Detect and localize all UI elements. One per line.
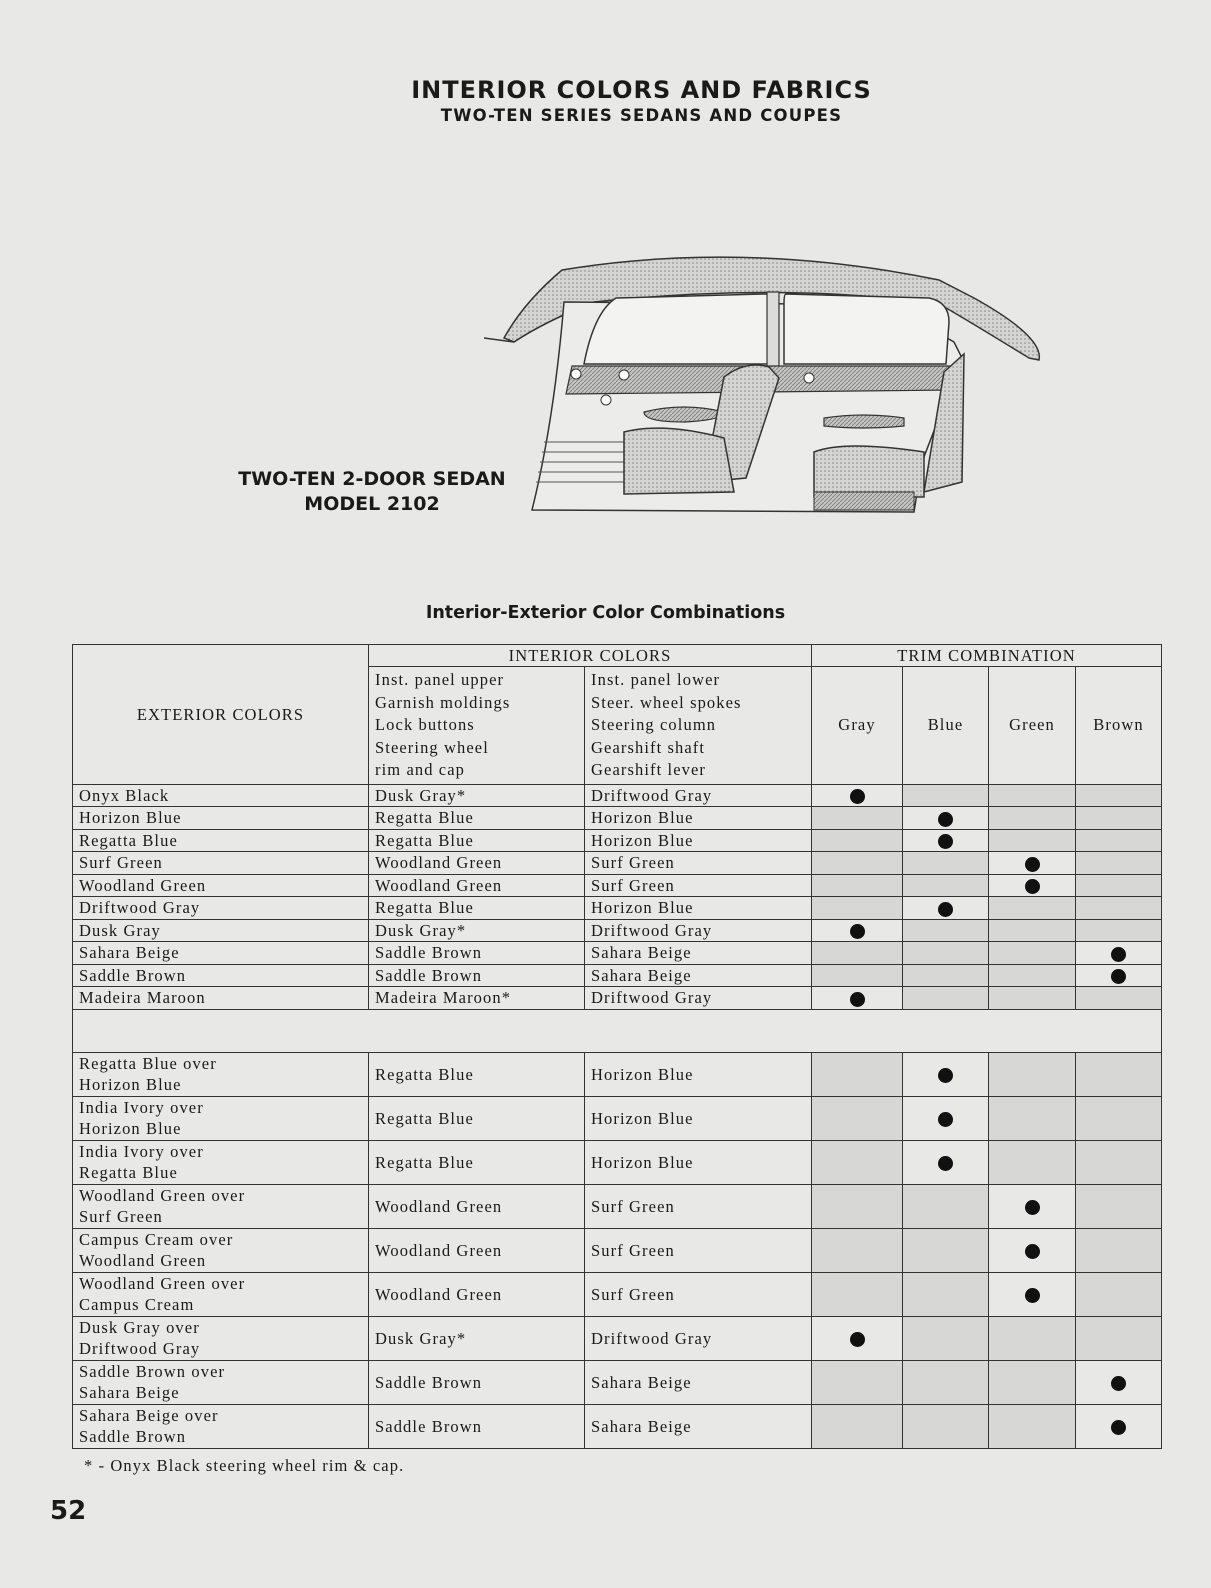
exterior-color-cell: Regatta Blue	[73, 829, 369, 852]
interior-upper-cell: Saddle Brown	[369, 942, 585, 965]
trim-dot-icon	[938, 1156, 953, 1171]
trim-cell	[903, 987, 989, 1010]
exterior-color-bottom: Driftwood Gray	[79, 1339, 201, 1358]
upper-header-line: Lock buttons	[375, 715, 475, 734]
trim-dot-icon	[850, 1332, 865, 1347]
interior-lower-cell: Surf Green	[585, 1228, 812, 1272]
spacer-cell	[73, 1009, 1162, 1052]
interior-lower-cell: Sahara Beige	[585, 1404, 812, 1448]
interior-lower-cell: Driftwood Gray	[585, 1316, 812, 1360]
trim-cell	[903, 807, 989, 830]
trim-dot-icon	[1111, 947, 1126, 962]
trim-dot-icon	[1025, 1200, 1040, 1215]
interior-upper-cell: Dusk Gray*	[369, 784, 585, 807]
exterior-color-cell	[73, 1184, 369, 1228]
trim-cell	[1076, 897, 1162, 920]
interior-upper-cell: Woodland Green	[369, 1228, 585, 1272]
car-interior-illustration	[484, 242, 1064, 522]
interior-upper-cell: Madeira Maroon*	[369, 987, 585, 1010]
interior-upper-cell: Saddle Brown	[369, 964, 585, 987]
interior-lower-cell: Surf Green	[585, 1184, 812, 1228]
table-spacer	[73, 1009, 1162, 1052]
trim-cell	[812, 897, 903, 920]
table-row	[73, 942, 1162, 965]
table-row	[73, 987, 1162, 1010]
page-number: 52	[50, 1496, 87, 1526]
trim-cell	[989, 1052, 1076, 1096]
trim-cell	[1076, 1228, 1162, 1272]
trim-cell	[812, 1360, 903, 1404]
exterior-color-bottom: Regatta Blue	[79, 1163, 178, 1182]
trim-cell	[812, 942, 903, 965]
interior-upper-cell: Regatta Blue	[369, 807, 585, 830]
exterior-color-cell	[73, 1272, 369, 1316]
table-row	[73, 852, 1162, 875]
trim-cell	[1076, 1316, 1162, 1360]
trim-cell	[989, 942, 1076, 965]
exterior-color-cell	[73, 1404, 369, 1448]
trim-cell	[812, 1316, 903, 1360]
interior-upper-cell: Woodland Green	[369, 852, 585, 875]
trim-cell	[989, 987, 1076, 1010]
interior-lower-cell: Surf Green	[585, 852, 812, 875]
interior-upper-header	[369, 667, 585, 785]
exterior-color-bottom: Surf Green	[79, 1207, 163, 1226]
trim-cell	[903, 1096, 989, 1140]
trim-cell	[903, 1184, 989, 1228]
trim-dot-icon	[1025, 857, 1040, 872]
exterior-color-top: Saddle Brown over	[79, 1362, 226, 1381]
lower-header-line: Inst. panel lower	[591, 670, 721, 689]
interior-upper-cell: Saddle Brown	[369, 1404, 585, 1448]
exterior-color-cell	[73, 1316, 369, 1360]
interior-lower-cell: Driftwood Gray	[585, 919, 812, 942]
trim-cell	[989, 1140, 1076, 1184]
trim-cell	[989, 897, 1076, 920]
interior-lower-cell: Horizon Blue	[585, 829, 812, 852]
illustration-caption-model: TWO-TEN 2-DOOR SEDAN	[238, 468, 506, 490]
trim-dot-icon	[1111, 969, 1126, 984]
interior-lower-cell: Surf Green	[585, 874, 812, 897]
exterior-color-top: Campus Cream over	[79, 1230, 234, 1249]
exterior-color-cell: Saddle Brown	[73, 964, 369, 987]
footnote: * - Onyx Black steering wheel rim & cap.	[84, 1456, 405, 1475]
table-row	[73, 1272, 1162, 1316]
two-tone-rows	[73, 1052, 1162, 1448]
trim-dot-icon	[850, 789, 865, 804]
trim-cell	[989, 964, 1076, 987]
exterior-color-cell: Horizon Blue	[73, 807, 369, 830]
trim-dot-icon	[938, 1068, 953, 1083]
illustration-caption-number: MODEL 2102	[304, 493, 440, 515]
trim-cell	[903, 1052, 989, 1096]
trim-cell	[812, 1272, 903, 1316]
table-title: Interior-Exterior Color Combinations	[425, 603, 786, 623]
trim-cell	[812, 829, 903, 852]
lower-header-line: Steering column	[591, 715, 717, 734]
trim-dot-icon	[938, 834, 953, 849]
trim-cell	[812, 1140, 903, 1184]
exterior-color-bottom: Woodland Green	[79, 1251, 207, 1270]
table-row	[73, 1316, 1162, 1360]
trim-cell	[812, 1228, 903, 1272]
exterior-color-top: India Ivory over	[79, 1142, 204, 1161]
trim-cell	[812, 1404, 903, 1448]
trim-cell	[1076, 964, 1162, 987]
upper-header-line: rim and cap	[375, 760, 465, 779]
trim-cell	[812, 852, 903, 875]
trim-cell	[812, 807, 903, 830]
interior-upper-cell: Regatta Blue	[369, 897, 585, 920]
table-row	[73, 919, 1162, 942]
trim-cell	[989, 1272, 1076, 1316]
trim-cell	[989, 784, 1076, 807]
table-row	[73, 1096, 1162, 1140]
trim-cell	[1076, 1140, 1162, 1184]
exterior-color-top: Sahara Beige over	[79, 1406, 219, 1425]
interior-upper-cell: Woodland Green	[369, 874, 585, 897]
trim-cell	[1076, 852, 1162, 875]
trim-cell	[903, 784, 989, 807]
trim-cell	[903, 1140, 989, 1184]
interior-upper-cell: Saddle Brown	[369, 1360, 585, 1404]
table-row	[73, 1140, 1162, 1184]
exterior-color-top: India Ivory over	[79, 1098, 204, 1117]
trim-cell	[989, 852, 1076, 875]
interior-colors-header: INTERIOR COLORS	[369, 645, 812, 667]
trim-cell	[1076, 919, 1162, 942]
exterior-color-cell: Sahara Beige	[73, 942, 369, 965]
trim-cell	[903, 897, 989, 920]
trim-green-header: Green	[989, 667, 1076, 785]
trim-cell	[989, 919, 1076, 942]
trim-cell	[903, 964, 989, 987]
table-row	[73, 807, 1162, 830]
trim-cell	[989, 807, 1076, 830]
trim-dot-icon	[1111, 1376, 1126, 1391]
trim-dot-icon	[1025, 1288, 1040, 1303]
color-combination-table	[72, 644, 1162, 1449]
trim-cell	[903, 852, 989, 875]
interior-lower-cell: Horizon Blue	[585, 1140, 812, 1184]
interior-lower-cell: Horizon Blue	[585, 807, 812, 830]
trim-brown-header: Brown	[1076, 667, 1162, 785]
table-row	[73, 1360, 1162, 1404]
trim-cell	[903, 1360, 989, 1404]
trim-cell	[903, 874, 989, 897]
interior-upper-cell: Regatta Blue	[369, 829, 585, 852]
interior-upper-cell: Woodland Green	[369, 1272, 585, 1316]
interior-lower-cell: Horizon Blue	[585, 1052, 812, 1096]
trim-cell	[903, 919, 989, 942]
trim-cell	[1076, 987, 1162, 1010]
exterior-color-bottom: Saddle Brown	[79, 1427, 187, 1446]
trim-cell	[903, 1272, 989, 1316]
interior-upper-cell: Regatta Blue	[369, 1052, 585, 1096]
trim-cell	[812, 784, 903, 807]
trim-dot-icon	[938, 1112, 953, 1127]
trim-dot-icon	[850, 924, 865, 939]
exterior-color-cell: Madeira Maroon	[73, 987, 369, 1010]
trim-cell	[989, 1228, 1076, 1272]
solid-color-rows	[73, 784, 1162, 1009]
exterior-color-bottom: Horizon Blue	[79, 1075, 182, 1094]
trim-cell	[903, 942, 989, 965]
trim-cell	[1076, 1184, 1162, 1228]
trim-cell	[1076, 942, 1162, 965]
upper-header-line: Inst. panel upper	[375, 670, 505, 689]
table-row	[73, 1404, 1162, 1448]
trim-cell	[1076, 1052, 1162, 1096]
interior-upper-cell: Regatta Blue	[369, 1140, 585, 1184]
trim-cell	[903, 829, 989, 852]
lower-header-line: Gearshift shaft	[591, 737, 706, 757]
trim-cell	[989, 1184, 1076, 1228]
trim-cell	[1076, 829, 1162, 852]
trim-cell	[812, 1052, 903, 1096]
exterior-color-cell: Woodland Green	[73, 874, 369, 897]
trim-cell	[1076, 1096, 1162, 1140]
trim-cell	[812, 874, 903, 897]
page-subtitle: TWO-TEN SERIES SEDANS AND COUPES	[440, 106, 843, 125]
trim-cell	[1076, 807, 1162, 830]
interior-lower-header	[585, 667, 812, 785]
table-row	[73, 1184, 1162, 1228]
table-row	[73, 829, 1162, 852]
trim-dot-icon	[1025, 1244, 1040, 1259]
exterior-color-cell: Surf Green	[73, 852, 369, 875]
interior-lower-cell: Horizon Blue	[585, 897, 812, 920]
upper-header-line: Garnish moldings	[375, 692, 511, 712]
interior-upper-cell: Woodland Green	[369, 1184, 585, 1228]
trim-cell	[1076, 1272, 1162, 1316]
trim-cell	[812, 1184, 903, 1228]
trim-cell	[903, 1316, 989, 1360]
trim-cell	[1076, 784, 1162, 807]
trim-dot-icon	[938, 902, 953, 917]
trim-cell	[1076, 874, 1162, 897]
interior-lower-cell: Sahara Beige	[585, 1360, 812, 1404]
trim-cell	[1076, 1360, 1162, 1404]
table-row	[73, 874, 1162, 897]
trim-gray-header: Gray	[812, 667, 903, 785]
interior-upper-cell: Regatta Blue	[369, 1096, 585, 1140]
exterior-color-top: Woodland Green over	[79, 1186, 246, 1205]
trim-cell	[903, 1228, 989, 1272]
exterior-color-bottom: Campus Cream	[79, 1295, 195, 1314]
exterior-color-bottom: Sahara Beige	[79, 1383, 180, 1402]
interior-upper-cell: Dusk Gray*	[369, 919, 585, 942]
exterior-color-cell: Onyx Black	[73, 784, 369, 807]
trim-dot-icon	[1111, 1420, 1126, 1435]
upper-header-line: Steering wheel	[375, 737, 489, 757]
lower-header-line: Gearshift lever	[591, 760, 706, 779]
trim-dot-icon	[938, 812, 953, 827]
trim-cell	[812, 1096, 903, 1140]
exterior-color-cell: Driftwood Gray	[73, 897, 369, 920]
interior-lower-cell: Sahara Beige	[585, 942, 812, 965]
trim-cell	[989, 1404, 1076, 1448]
trim-cell	[989, 829, 1076, 852]
table-row	[73, 1052, 1162, 1096]
interior-lower-cell: Horizon Blue	[585, 1096, 812, 1140]
trim-combination-header: TRIM COMBINATION	[812, 645, 1162, 667]
interior-upper-cell: Dusk Gray*	[369, 1316, 585, 1360]
trim-cell	[812, 919, 903, 942]
exterior-color-cell	[73, 1140, 369, 1184]
exterior-color-bottom: Horizon Blue	[79, 1119, 182, 1138]
table-row	[73, 897, 1162, 920]
trim-cell	[989, 1096, 1076, 1140]
trim-cell	[989, 874, 1076, 897]
table-row	[73, 964, 1162, 987]
exterior-color-top: Dusk Gray over	[79, 1318, 200, 1337]
table-row	[73, 1228, 1162, 1272]
exterior-color-top: Regatta Blue over	[79, 1054, 217, 1073]
trim-blue-header: Blue	[903, 667, 989, 785]
exterior-color-cell	[73, 1052, 369, 1096]
trim-cell	[812, 987, 903, 1010]
exterior-color-cell	[73, 1360, 369, 1404]
trim-cell	[989, 1316, 1076, 1360]
trim-cell	[1076, 1404, 1162, 1448]
trim-cell	[903, 1404, 989, 1448]
interior-lower-cell: Driftwood Gray	[585, 987, 812, 1010]
interior-lower-cell: Sahara Beige	[585, 964, 812, 987]
exterior-colors-header: EXTERIOR COLORS	[73, 645, 369, 785]
trim-dot-icon	[1025, 879, 1040, 894]
interior-lower-cell: Driftwood Gray	[585, 784, 812, 807]
trim-cell	[989, 1360, 1076, 1404]
trim-dot-icon	[850, 992, 865, 1007]
exterior-color-cell	[73, 1228, 369, 1272]
lower-header-line: Steer. wheel spokes	[591, 692, 742, 712]
interior-lower-cell: Surf Green	[585, 1272, 812, 1316]
exterior-color-top: Woodland Green over	[79, 1274, 246, 1293]
exterior-color-cell: Dusk Gray	[73, 919, 369, 942]
page-title: INTERIOR COLORS AND FABRICS	[411, 76, 872, 104]
trim-cell	[812, 964, 903, 987]
exterior-color-cell	[73, 1096, 369, 1140]
table-row	[73, 784, 1162, 807]
